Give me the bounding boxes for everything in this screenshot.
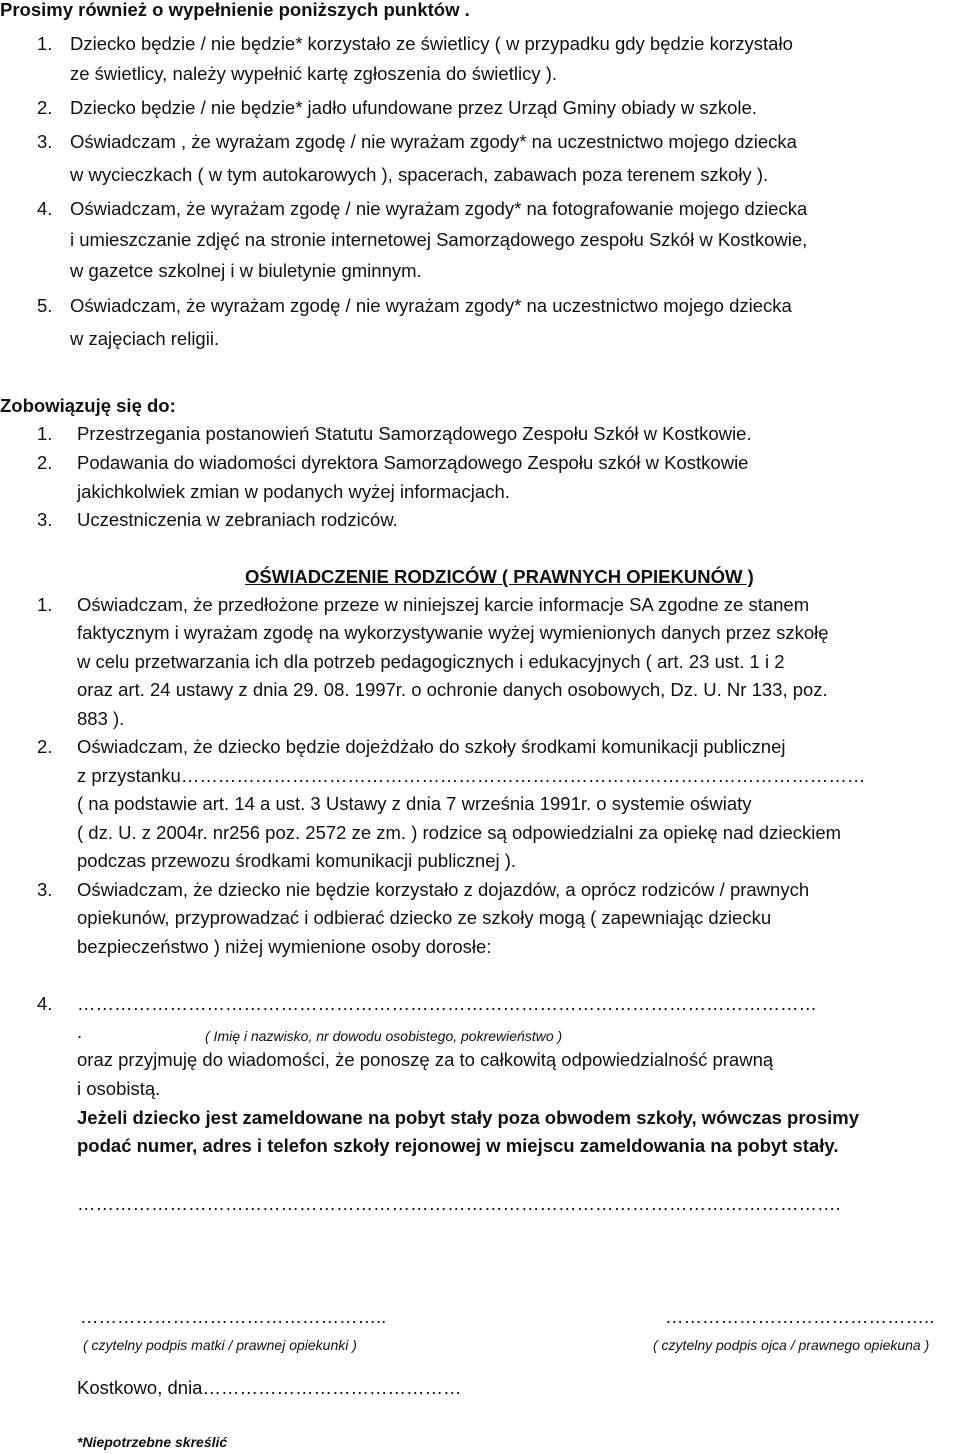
bus-stop-field[interactable]: z przystanku………………………………………………………………………………………………… [77, 765, 866, 786]
list-item-text: Uczestniczenia w zebraniach rodziców. [77, 509, 398, 530]
list-item-text: w gazetce szkolnej i w biuletynie gminnym. [70, 260, 422, 281]
list-item-text: Oświadczam, że dziecko będzie dojeżdżało do szkoły środkami komunikacji publicznej [77, 736, 786, 757]
list-number: 3. [37, 879, 53, 900]
list-item-text: Podawania do wiadomości dyrektora Samorządowego Zespołu szkół w Kostkowie [77, 452, 749, 473]
responsibility-text: oraz przyjmuję do wiadomości, że ponoszę za to całkowitą odpowiedzialność prawną [77, 1049, 774, 1070]
section-heading-additional: Prosimy również o wypełnienie poniższych punktów . [0, 0, 470, 20]
list-item-text: i umieszczanie zdjęć na stronie internetowej Samorządowego zespołu Szkół w Kostkowie, [70, 229, 808, 250]
authorized-persons-field[interactable]: ………………………………………………………………………………………………………… [77, 993, 817, 1014]
list-item-text: jakichkolwiek zmian w podanych wyżej informacjach. [77, 481, 510, 502]
parents-declaration-title: OŚWIADCZENIE RODZICÓW ( PRAWNYCH OPIEKUNÓW ) [245, 566, 754, 587]
list-item-text: w zajęciach religii. [70, 328, 220, 349]
list-item-text: 883 ). [77, 708, 125, 729]
registration-notice: podać numer, adres i telefon szkoły rejonowej w miejscu zameldowania na pobyt stały. [77, 1135, 839, 1156]
list-item-text: w wycieczkach ( w tym autokarowych ), spacerach, zabawach poza terenem szkoły ). [70, 164, 769, 185]
list-item-text: podczas przewozu środkami komunikacji publicznej ). [77, 850, 517, 871]
list-number: 2. [37, 736, 53, 757]
responsibility-text: i osobistą. [77, 1078, 161, 1099]
list-item-text: bezpieczeństwo ) niżej wymienione osoby dorosłe: [77, 936, 492, 957]
section-heading-obligations: Zobowiązuję się do: [0, 395, 176, 416]
list-item-text: Oświadczam, że wyrażam zgodę / nie wyrażam zgody* na uczestnictwo mojego dziecka [70, 295, 792, 316]
list-number: 1. [37, 423, 53, 444]
list-item-text: Oświadczam, że przedłożone przeze w niniejszej karcie informacje SA zgodne ze stanem [77, 594, 810, 615]
list-number: 1. [37, 33, 53, 54]
list-number: 1. [37, 594, 53, 615]
mother-signature-line[interactable]: ………………………………………….. [80, 1306, 387, 1327]
list-number: 5. [37, 295, 53, 316]
list-item-text: w celu przetwarzania ich dla potrzeb pedagogicznych i edukacyjnych ( art. 23 ust. 1 i 2 [77, 651, 785, 672]
footnote: *Niepotrzebne skreślić [77, 1434, 228, 1450]
list-item-text: Oświadczam , że wyrażam zgodę / nie wyrażam zgody* na uczestnictwo mojego dziecka [70, 131, 797, 152]
list-number: 2. [37, 97, 53, 118]
registration-notice: Jeżeli dziecko jest zameldowane na pobyt stały poza obwodem szkoły, wówczas prosimy [77, 1107, 860, 1128]
place-date-field[interactable]: Kostkowo, dnia…………………………………… [77, 1377, 462, 1398]
father-signature-line[interactable]: …………………………………….. [665, 1306, 935, 1327]
mother-signature-caption: ( czytelny podpis matki / prawnej opiekunki ) [83, 1337, 357, 1353]
list-item-text: ( na podstawie art. 14 a ust. 3 Ustawy z dnia 7 września 1991r. o systemie oświaty [77, 793, 752, 814]
list-item-text: oraz art. 24 ustawy z dnia 29. 08. 1997r. o ochronie danych osobowych, Dz. U. Nr 133, poz. [77, 679, 828, 700]
list-item-text: Oświadczam, że wyrażam zgodę / nie wyrażam zgody* na fotografowanie mojego dziecka [70, 198, 808, 219]
list-item-text: ( dz. U. z 2004r. nr256 poz. 2572 ze zm. ) rodzice są odpowiedzialni za opiekę nad dzieckiem [77, 822, 842, 843]
list-number: 3. [37, 131, 53, 152]
list-number: 2. [37, 452, 53, 473]
dot-prefix: . [77, 1021, 83, 1042]
persons-field-caption: ( Imię i nazwisko, nr dowodu osobistego, pokrewieństwo ) [205, 1028, 563, 1044]
father-signature-caption: ( czytelny podpis ojca / prawnego opiekuna ) [653, 1337, 930, 1353]
list-number: 3. [37, 509, 53, 530]
list-number: 4. [37, 993, 53, 1014]
school-info-field[interactable]: ……………………………………………………………………………………………………………. [77, 1193, 841, 1214]
list-item-text: Dziecko będzie / nie będzie* korzystało ze świetlicy ( w przypadku gdy będzie korzystało [70, 33, 793, 54]
list-item-text: Przestrzegania postanowień Statutu Samorządowego Zespołu Szkół w Kostkowie. [77, 423, 752, 444]
list-item-text: ze świetlicy, należy wypełnić kartę zgłoszenia do świetlicy ). [70, 63, 558, 84]
list-item-text: faktycznym i wyrażam zgodę na wykorzystywanie wyżej wymienionych danych przez szkołę [77, 622, 829, 643]
list-item-text: opiekunów, przyprowadzać i odbierać dziecko ze szkoły mogą ( zapewniając dziecku [77, 907, 772, 928]
list-item-text: Dziecko będzie / nie będzie* jadło ufundowane przez Urząd Gminy obiady w szkole. [70, 97, 757, 118]
list-number: 4. [37, 198, 53, 219]
list-item-text: Oświadczam, że dziecko nie będzie korzystało z dojazdów, a oprócz rodziców / prawnych [77, 879, 810, 900]
